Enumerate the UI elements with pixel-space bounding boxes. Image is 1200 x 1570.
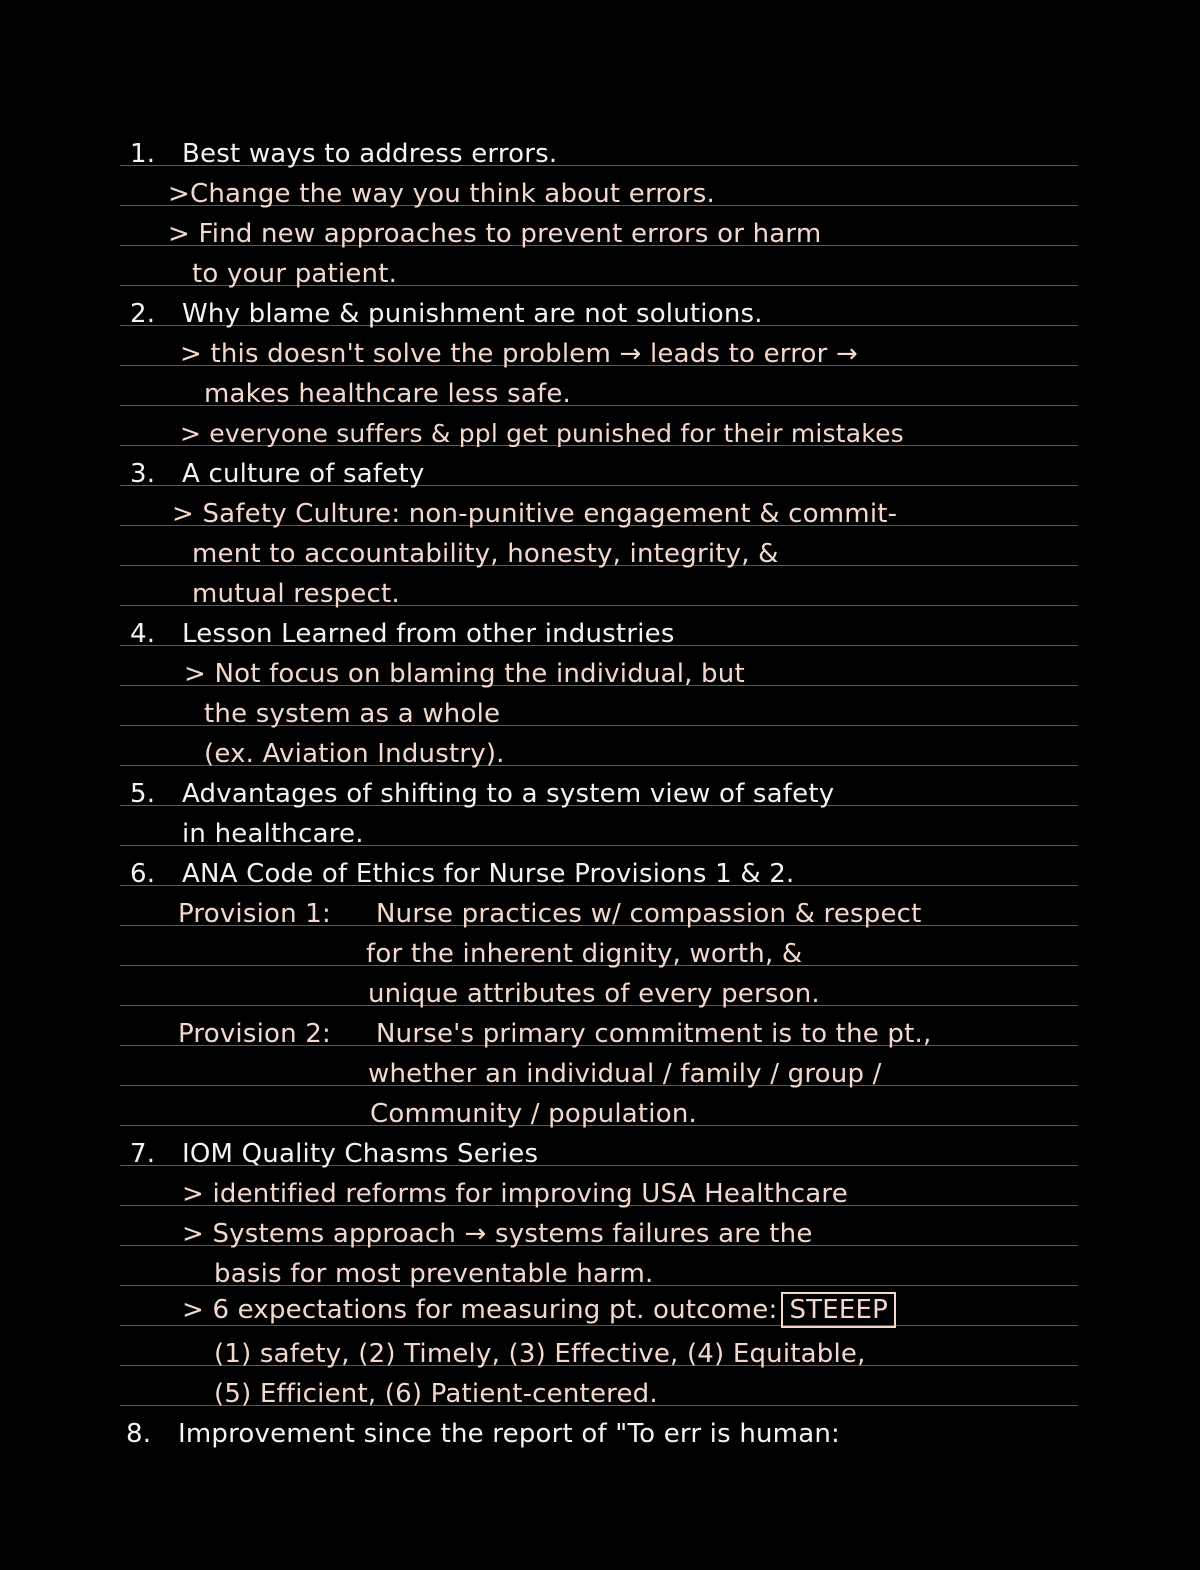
section-number: 7. bbox=[130, 1139, 156, 1169]
section-number: 1. bbox=[130, 139, 156, 169]
section-title: A culture of safety bbox=[182, 459, 425, 489]
section-number: 3. bbox=[130, 459, 156, 489]
section-number: 6. bbox=[130, 859, 156, 889]
section-title: IOM Quality Chasms Series bbox=[182, 1139, 539, 1169]
provision-2-line-1: Nurse's primary commitment is to the pt., bbox=[376, 1019, 932, 1049]
section-1-line-1: >Change the way you think about errors. bbox=[168, 179, 715, 209]
section-7-line-5: (1) safety, (2) Timely, (3) Effective, (4) Equitable, bbox=[214, 1339, 866, 1369]
section-title: ANA Code of Ethics for Nurse Provisions 1 & 2. bbox=[182, 859, 795, 889]
section-7-heading bbox=[130, 1134, 538, 1174]
section-3-line-2: ment to accountability, honesty, integrity, & bbox=[192, 539, 779, 569]
provision-1-line-2: for the inherent dignity, worth, & bbox=[366, 939, 803, 969]
provision-2-line-3: Community / population. bbox=[370, 1099, 697, 1129]
section-2-line-2: makes healthcare less safe. bbox=[204, 379, 571, 409]
section-4-line-1: > Not focus on blaming the individual, but bbox=[184, 659, 745, 689]
provision-1-line-3: unique attributes of every person. bbox=[368, 979, 820, 1009]
section-1-line-3: to your patient. bbox=[192, 259, 398, 289]
section-number: 5. bbox=[130, 779, 156, 809]
section-3-line-1: > Safety Culture: non-punitive engagement & commit- bbox=[172, 499, 898, 529]
section-number: 4. bbox=[130, 619, 156, 649]
section-5-heading bbox=[130, 774, 834, 814]
section-7-line-2: > Systems approach → systems failures are the bbox=[182, 1219, 813, 1249]
section-2-line-1: > this doesn't solve the problem → leads to error → bbox=[180, 339, 858, 369]
section-7-line-4 bbox=[182, 1290, 896, 1330]
section-6-heading bbox=[130, 854, 794, 894]
section-title: Best ways to address errors. bbox=[182, 139, 558, 169]
section-8-heading bbox=[126, 1414, 840, 1454]
section-2-line-3: > everyone suffers & ppl get punished for their mistakes bbox=[180, 419, 904, 448]
section-2-heading bbox=[130, 294, 763, 334]
provision-1-line-1: Nurse practices w/ compassion & respect bbox=[376, 899, 922, 929]
section-title: Lesson Learned from other industries bbox=[182, 619, 675, 649]
provision-2-label: Provision 2: bbox=[178, 1019, 331, 1049]
provision-1-label: Provision 1: bbox=[178, 899, 331, 929]
section-1-heading bbox=[130, 134, 557, 174]
section-7-line-6: (5) Efficient, (6) Patient-centered. bbox=[214, 1379, 658, 1409]
section-4-heading bbox=[130, 614, 675, 654]
section-title: Improvement since the report of "To err is human: bbox=[178, 1419, 840, 1449]
section-3-heading bbox=[130, 454, 424, 494]
expectations-text: > 6 expectations for measuring pt. outcome: bbox=[182, 1295, 778, 1325]
section-4-line-3: (ex. Aviation Industry). bbox=[204, 739, 505, 769]
section-4-line-2: the system as a whole bbox=[204, 699, 501, 729]
section-title: Why blame & punishment are not solutions. bbox=[182, 299, 763, 329]
section-5-line-1: in healthcare. bbox=[182, 819, 364, 849]
section-3-line-3: mutual respect. bbox=[192, 579, 400, 609]
section-title: Advantages of shifting to a system view of safety bbox=[182, 779, 835, 809]
steeep-acronym-box: STEEEP bbox=[781, 1292, 896, 1328]
section-7-line-3: basis for most preventable harm. bbox=[214, 1259, 654, 1289]
section-number: 8. bbox=[126, 1419, 152, 1449]
section-number: 2. bbox=[130, 299, 156, 329]
provision-2-line-2: whether an individual / family / group / bbox=[368, 1059, 882, 1089]
section-7-line-1: > identified reforms for improving USA Healthcare bbox=[182, 1179, 848, 1209]
section-1-line-2: > Find new approaches to prevent errors or harm bbox=[168, 219, 822, 249]
